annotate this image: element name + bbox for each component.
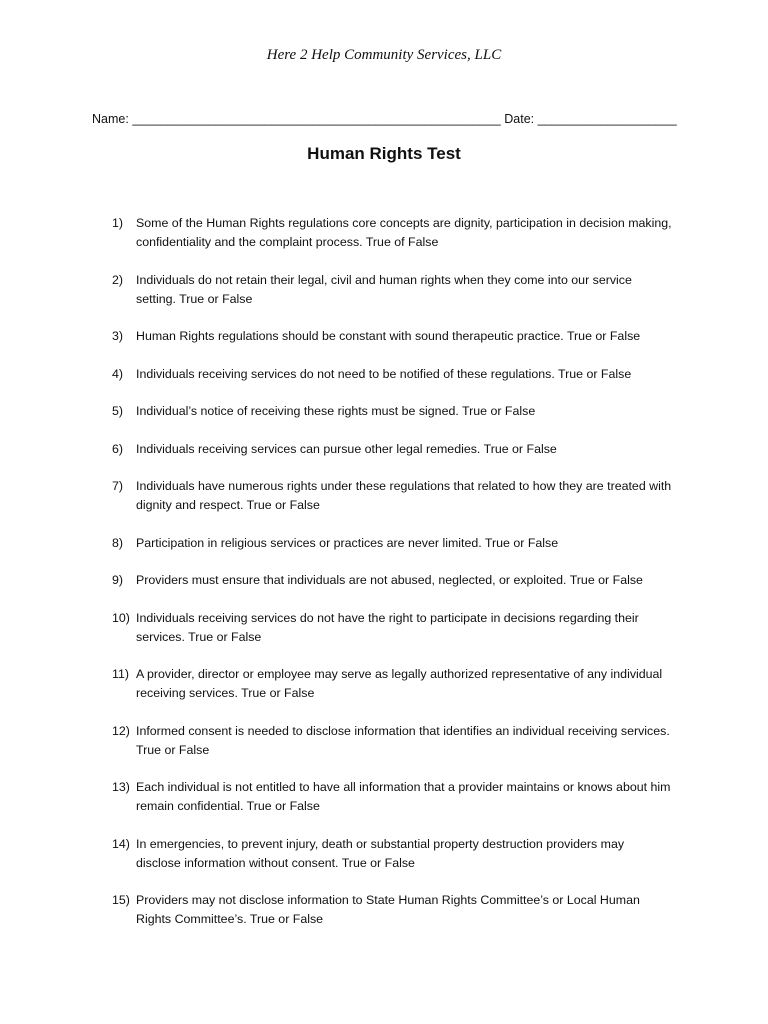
question-item [112, 402, 672, 421]
question-text: Each individual is not entitled to have all information that a provider maintains or knows about him remain confidential. True or False [136, 780, 671, 813]
question-number: 12) [112, 723, 130, 738]
question-text: A provider, director or employee may serve as legally authorized representative of any individual receiving services. True or False [136, 667, 663, 700]
name-blank: _____________________________________________________ [132, 112, 501, 126]
question-number: 7) [112, 479, 124, 493]
question-number: 8) [112, 535, 124, 550]
question-text: Informed consent is needed to disclose information that identifies an individual receiving services. True or False [136, 723, 670, 757]
question-item [112, 835, 672, 873]
question-text: Individuals receiving services can pursue other legal remedies. True or False [136, 441, 557, 456]
question-text: Some of the Human Rights regulations core concepts are dignity, participation in decision making, confidentiality and the complaint process. True of False [136, 216, 672, 249]
question-text: Individuals have numerous rights under these regulations that related to how they are treated with dignity and respect. True or False [136, 479, 672, 512]
question-item [112, 609, 672, 647]
question-item [112, 778, 672, 816]
question-number: 11) [112, 667, 129, 681]
date-label: Date: [504, 112, 535, 126]
question-list [0, 214, 768, 948]
question-text: Individuals receiving services do not need to be notified of these regulations. True or False [136, 366, 632, 381]
question-text: Individuals do not retain their legal, civil and human rights when they come into our service setting. True or False [136, 272, 632, 306]
name-date-line [92, 112, 677, 126]
question-item [112, 665, 672, 703]
question-text: In emergencies, to prevent injury, death or substantial property destruction providers may disclose information without consent. True or False [136, 836, 625, 870]
name-label: Name: [92, 112, 129, 126]
question-item [112, 271, 672, 309]
question-item [112, 365, 672, 384]
question-item [112, 214, 672, 252]
question-item [112, 440, 672, 459]
question-number: 14) [112, 836, 130, 851]
organization-name: Here 2 Help Community Services, LLC [266, 47, 502, 63]
question-text: Human Rights regulations should be constant with sound therapeutic practice. True or False [136, 329, 641, 343]
question-text: Participation in religious services or practices are never limited. True or False [136, 535, 559, 550]
question-number: 15) [112, 893, 130, 907]
question-number: 9) [112, 573, 124, 587]
question-item [112, 534, 672, 553]
question-text: Providers may not disclose information to State Human Rights Committee’s or Local Human Rights Committee’s. True or False [136, 893, 640, 926]
question-number: 13) [112, 780, 130, 794]
question-number: 4) [112, 366, 124, 381]
question-item [112, 327, 672, 346]
question-item [112, 891, 672, 929]
question-number: 3) [112, 329, 124, 343]
page-title: Human Rights Test [307, 144, 461, 163]
question-number: 1) [112, 216, 124, 230]
question-text: Individual’s notice of receiving these rights must be signed. True or False [136, 404, 536, 418]
question-item [112, 477, 672, 515]
question-number: 6) [112, 441, 124, 456]
question-item [112, 722, 672, 760]
question-item [112, 571, 672, 590]
question-number: 2) [112, 272, 124, 287]
question-number: 5) [112, 404, 124, 418]
question-text: Providers must ensure that individuals are not abused, neglected, or exploited. True or False [136, 573, 643, 587]
question-number: 10) [112, 610, 130, 625]
date-blank: ____________________ [537, 112, 677, 126]
question-text: Individuals receiving services do not have the right to participate in decisions regarding their services. True or False [136, 610, 639, 644]
